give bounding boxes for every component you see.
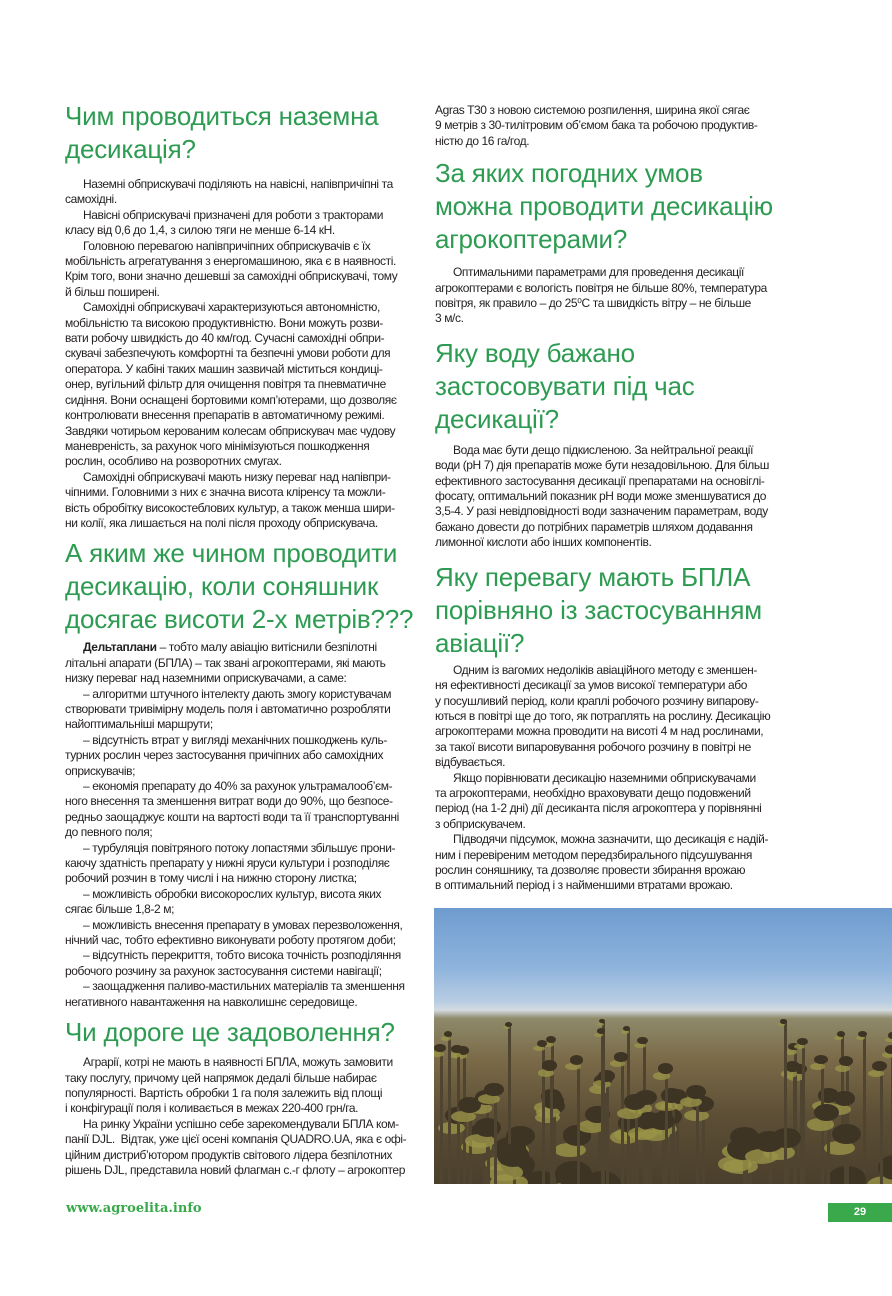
sunflower-stem <box>550 1066 553 1184</box>
paragraph: Одним із вагомих недоліків авіаційного методу є зменшен- ня ефективності десикації за умов високої температури або у посушливий період, коли краплі робочого розчину випарову- ються в повітрі ще до того, як потраплять на рослину. Десикацію агрокоптерами можна проводити на висоті 4 м над рослинами, за такої висоти випаровування робочого розчину в повітрі не відбувається. <box>435 662 771 770</box>
sunflower-head <box>614 1052 627 1061</box>
sunflower-stem <box>440 1049 443 1184</box>
sunflower-head <box>649 1112 675 1130</box>
sunflower-head <box>780 1019 786 1023</box>
sunflower-leaf <box>441 1036 451 1040</box>
sunflower-head <box>658 1063 674 1074</box>
list-item: – економія препарату до 40% за рахунок ультрамалооб’єм- ного внесення та зменшення витрат води до 90%, що безпосе- редньо заощаджує кошти на вартості води та її транспортуванні до певного поля; <box>65 779 399 840</box>
sunflower-stem <box>577 1060 580 1184</box>
sunflower-field-photo <box>434 908 892 1184</box>
section-cost <box>65 1055 425 1178</box>
sunflower-stem <box>696 1093 699 1184</box>
sunflower-head <box>888 1032 892 1038</box>
heading-tall-sunflower: А яким же чином проводити десикацію, коли соняшник досягає висоти 2-х метрів??? <box>65 538 414 635</box>
heading-cost: Чи дороге це задоволення? <box>65 1017 395 1048</box>
page-number: 29 <box>828 1203 892 1222</box>
list-item: – відсутність перекриття, тобто висока точність розподіляння робочого розчину за рахунок застосування системи навігації; <box>65 948 401 978</box>
heading-weather-conditions: За яких погодних умов можна проводити десикацію агрокоптерами? <box>435 158 773 255</box>
paragraph: Якщо порівнювати десикацію наземними обприскувачами та агрокоптерами, необхідно враховувати дещо подовжений період (на 1-2 дні) дії десиканта після агрокоптера у порівнянні з обприскувачем. <box>435 770 762 831</box>
sunflower-head <box>484 1083 504 1097</box>
sunflower-head <box>885 1045 892 1053</box>
sunflower-head <box>754 1131 784 1152</box>
paragraph: Наземні обприскувачі поділяють на навісні, напівпричіпні та самохідні. <box>65 177 393 207</box>
sunflower-head <box>451 1045 463 1053</box>
sunflower-head <box>555 1161 591 1184</box>
sunflower-stem <box>665 1069 668 1184</box>
sunflower-stem <box>494 1090 497 1184</box>
paragraph: Самохідні обприскувачі характеризуються автономністю, мобільністю та високою продуктивністю. Вони можуть розви- вати робочу швидкість до 40 км/год. Сучасні самохідні обпри- скувачі забезпечують комфортні та безпечні умови роботи для оператора. У кабіні таких машин зазвичай міститься кондиці- онер, вугільний фільтр для очищення повітря та пневматичне сидіння. Вони оснащені бортовими комп’ютерами, що дозволяє контролювати внесення препаратів в автоматичному режимі. Завдяки чотирьом керованим колесам обприскувач має чудову маневреність, за рахунок чого мінімізуються пошкодження рослин, особливо на розворотних смугах. <box>65 300 397 469</box>
list-item: – можливість обробки високорослих культур, висота яких сягає більше 1,8-2 м; <box>65 886 382 917</box>
sunflower-head <box>542 1093 564 1108</box>
left-column <box>65 100 425 1178</box>
sunflower-stem <box>863 1034 866 1184</box>
right-column <box>435 103 795 894</box>
sunflower-head <box>597 1028 605 1034</box>
heading-uav-vs-aviation: Яку перевагу мають БПЛА порівняно із застосуванням авіації? <box>435 561 762 658</box>
sunflower-head <box>832 1124 860 1144</box>
sunflower-leaf <box>597 1023 604 1026</box>
sunflower-stem <box>802 1042 805 1184</box>
section-weather <box>435 265 795 327</box>
sunflower-stem <box>621 1058 624 1184</box>
list-item: – можливість внесення препарату в умовах перезволоження, нічний час, тобто ефективно виконувати роботу протягом доби; <box>65 917 403 948</box>
sunflower-stem <box>880 1067 883 1184</box>
sunflower-stem <box>606 1077 609 1184</box>
sunflower-head <box>444 1031 453 1037</box>
list-item: – турбуляція повітряного потоку лопастями збільшує прони- каючу здатність препарату у нижні яруси культури і розподіляє робочий розчин в тому числі і на нижню сторону листка; <box>65 840 396 886</box>
paragraph: Оптимальними параметрами для проведення десикації агрокоптерами є вологість повітря не більше 80%, температура повітря, як правило – до 25⁰С та швидкість вітру – не більше 3 м/с. <box>435 265 767 326</box>
website-link[interactable]: www.agroelita.info <box>66 1201 202 1216</box>
lead-text: – тобто малу авіацію витіснили безпілотні літальні апарати (БПЛА) – так звані агрокоптерами, які мають низку переваг над наземними оприскувачами, а саме: <box>65 640 386 686</box>
list-item: – алгоритми штучного інтелекту дають змогу користувачам створювати тривімірну модель поля і автоматично розробляти найоптимальніші маршрути; <box>65 686 392 732</box>
sunflower-head <box>814 1055 828 1065</box>
section-ground-sprayers <box>65 177 425 531</box>
sunflower-head <box>542 1060 557 1070</box>
sunflower-head <box>872 1061 887 1072</box>
sunflower-head <box>834 1091 856 1106</box>
paragraph: Головною перевагою напівпричіпних обприскувачів є їх мобільність агрегатування з енергомашиною, яка є в наявності. Крім того, вони значно дешевші за самохідні обприскувачі, тому й більш поширені. <box>65 238 398 299</box>
list-item: – заощадження паливо-мастильних матеріалів та зменшення негативного навантаження на навколишнє середовище. <box>65 979 405 1009</box>
sunflower-head <box>837 1031 846 1037</box>
paragraph: Самохідні обприскувачі мають низку переваг над напівпри- чіпними. Головними з них є значна висота кліренсу та можли- вість обробітку високостеблових культур, а також менша шири- ни колії, яка лишається на полі після проходу обприскувача. <box>65 469 395 530</box>
sunflower-stem <box>793 1067 796 1184</box>
paragraph: Навісні обприскувачі призначені для роботи з тракторами класу від 0,6 до 1,4, з силою тяги не менше 6-14 кН. <box>65 207 384 238</box>
sunflower-stem <box>784 1022 787 1184</box>
sunflower-head <box>785 1061 800 1072</box>
section-water <box>435 443 795 551</box>
paragraph: Підводячи підсумок, можна зазначити, що десикація є надій- ним і перевіреним методом передзбирального підсушування рослин соняшнику, та дозволяє провести збирання врожаю в оптимальний період і з найменшими втратами врожаю. <box>435 832 769 893</box>
sunflower-head <box>858 1031 867 1037</box>
paragraph: Аграрії, котрі не мають в наявності БПЛА, можуть замовити таку послугу, причому цей напрямок дедалі більше набирає популярності. Вартість обробки 1 га поля залежить від площі і конфігурації поля і коливається в межах 220-400 грн/га. <box>65 1055 393 1116</box>
sunflower-head <box>505 1022 512 1027</box>
sunflower-head <box>546 1036 556 1043</box>
lead-bold-term: Дельтаплани <box>83 640 157 655</box>
continuation-text <box>435 103 795 149</box>
list-item: – відсутність втрат у вигляді механічних пошкоджень куль- турних рослин через застосування причіпних або самохідних оприскувачів; <box>65 732 387 778</box>
sunflower-head <box>797 1038 807 1045</box>
sunflower-head <box>637 1037 647 1044</box>
heading-water: Яку воду бажано застосовувати під час десикації? <box>435 337 695 434</box>
sunflower-head <box>839 1056 853 1066</box>
sunflower-head <box>624 1094 646 1110</box>
sunflower-head <box>570 1055 584 1065</box>
paragraph: На ринку України успішно себе зарекомендували БПЛА ком- панії DJL. Відтак, уже цієї осені компанія QUADRO.UA, яка є офі- ційним дистриб’ютором продуктів світового лідера безпілотних рішень DJL, представила новий флагман с.-г флоту – агрокоптер <box>65 1116 407 1177</box>
paragraph: Вода має бути дещо підкисленою. За нейтральної реакції води (рН 7) дія препаратів може бути незадовільною. Для більш ефективного застосування десикації препаратами на основіглі- фосату, оптимальний показник рН води може зменшуватися до 3,5-4. У разі невідповідності води зазначеним параметрам, воду бажано довести до потрібних параметрів шляхом додавання лимонної кислоти або інших компонентів. <box>435 442 769 550</box>
sunflower-head <box>814 1104 838 1121</box>
sunflower-stem <box>448 1035 451 1184</box>
lead-paragraph <box>65 640 425 686</box>
sunflower-head <box>434 1044 446 1052</box>
section-drone-advantages <box>65 640 425 1010</box>
sunflower-stem <box>601 1032 604 1184</box>
sunflower-leaf <box>487 1164 523 1180</box>
sunflower-head <box>661 1088 682 1103</box>
heading-ground-desiccation: Чим проводиться наземна десикація? <box>65 101 379 164</box>
section-uav-vs-aviation <box>435 663 795 894</box>
paragraph: Agras T30 з новою системою розпилення, ширина якої сягає 9 метрів з 30-тилітровим об’ємом бака та робочою продуктив- ністю до 16 га/год. <box>435 103 758 148</box>
